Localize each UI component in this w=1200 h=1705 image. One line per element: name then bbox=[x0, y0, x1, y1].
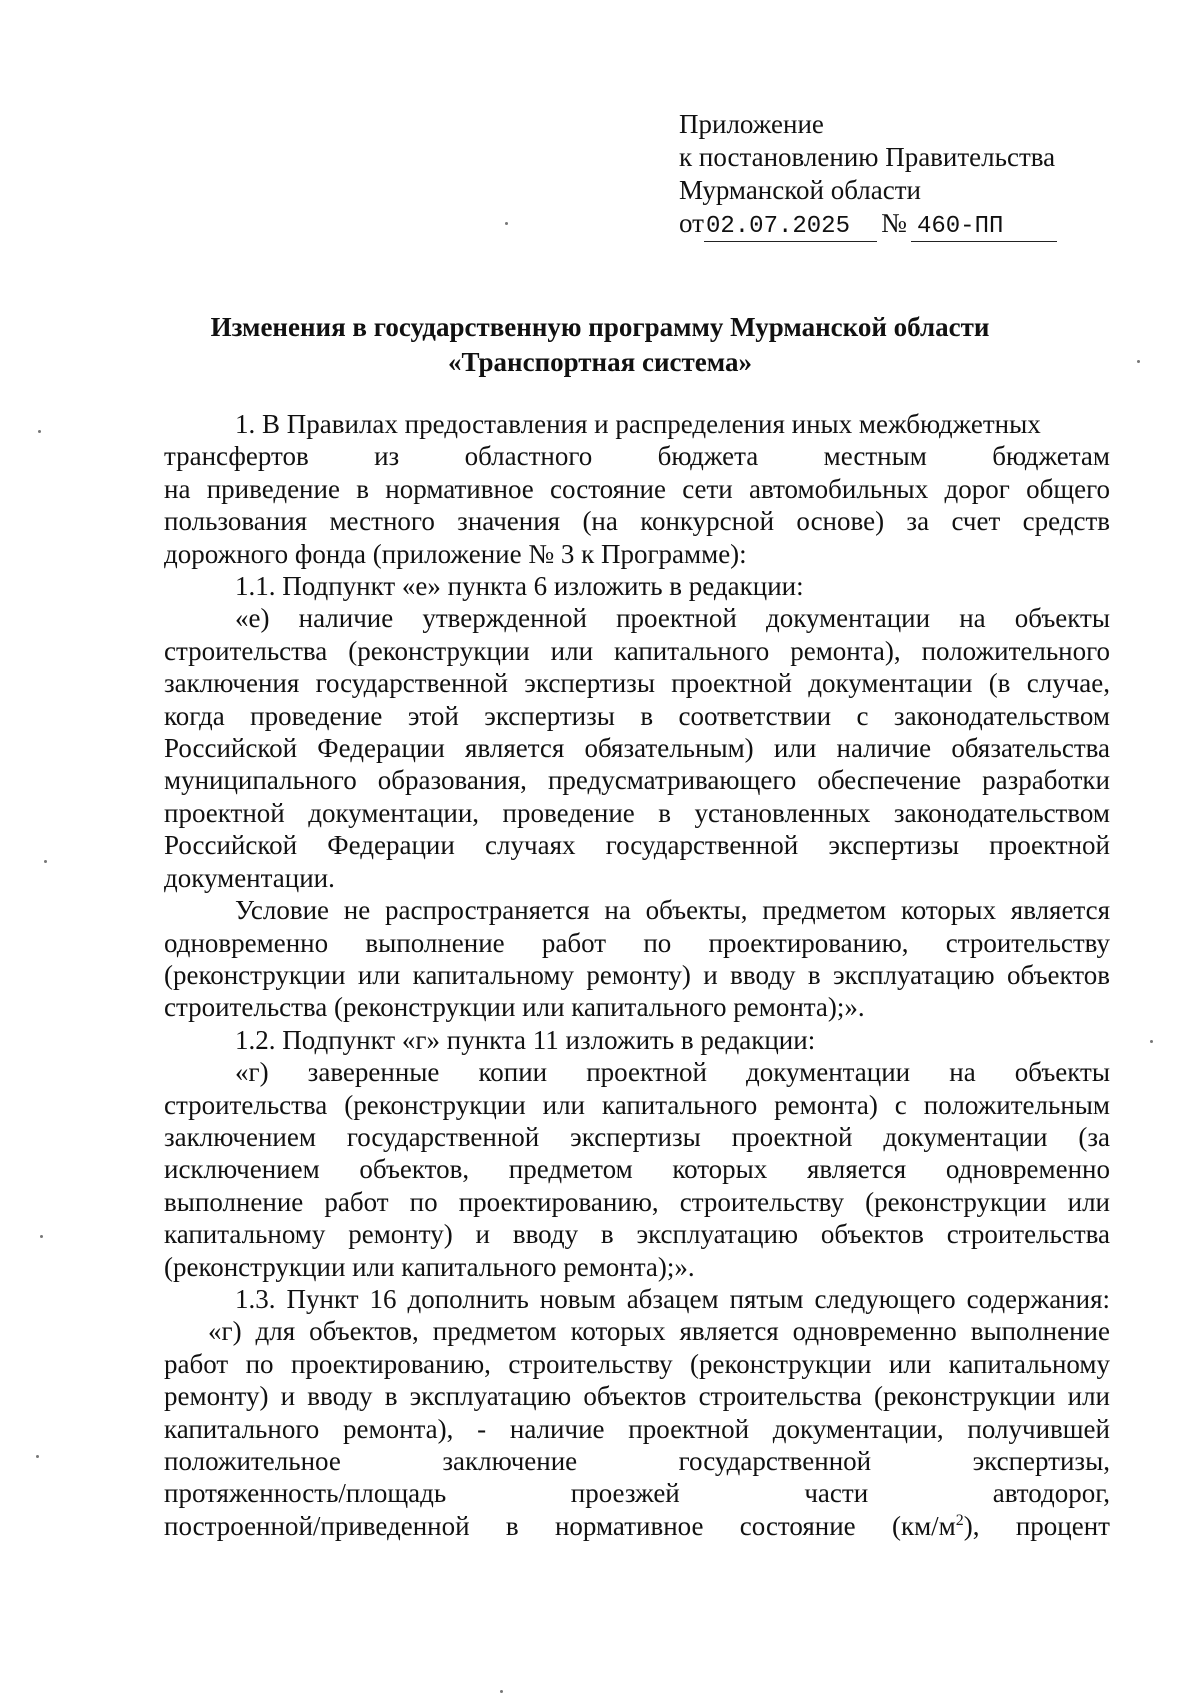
body-line-35-word: в bbox=[505, 1510, 519, 1541]
header-line-3: Мурманской области bbox=[679, 175, 921, 205]
scan-speck bbox=[505, 222, 508, 225]
body-line-23: заключением государственной экспертизы проектной документации (за bbox=[164, 1121, 1110, 1152]
body-line-9: заключения государственной экспертизы проектной документации (в случае, bbox=[164, 668, 1110, 699]
body-line-35-word: процент bbox=[1015, 1510, 1110, 1541]
scan-speck bbox=[38, 430, 41, 433]
registration-line bbox=[679, 207, 1099, 242]
body-line-32: капитального ремонта), - наличие проектной документации, получившей bbox=[164, 1413, 1110, 1444]
scan-speck bbox=[36, 1455, 39, 1458]
body-line-18: (реконструкции или капитальному ремонту) и вводу в эксплуатацию объектов bbox=[164, 959, 1110, 990]
body-line-29: «г) для объектов, предметом которых является одновременно выполнение bbox=[208, 1316, 1110, 1347]
body-line-11: Российской Федерации является обязательным) или наличие обязательства bbox=[164, 733, 1110, 764]
title-line-2: «Транспортная система» bbox=[448, 347, 752, 377]
body-line-12: муниципального образования, предусматривающего обеспечение разработки bbox=[164, 765, 1110, 796]
scan-speck bbox=[1150, 1040, 1153, 1043]
scan-speck bbox=[40, 1235, 43, 1238]
appendix-header bbox=[679, 108, 1099, 242]
body-line-17: одновременно выполнение работ по проектированию, строительству bbox=[164, 927, 1110, 958]
body-line-35-word: $(км/м^2)$, bbox=[891, 1510, 980, 1541]
body-line-33: положительное заключение государственной экспертизы, bbox=[164, 1446, 1110, 1476]
body-line-14: Российской Федерации случаях государственной экспертизы проектной bbox=[164, 830, 1110, 861]
body-line-30: работ по проектированию, строительству (реконструкции или капитальному bbox=[164, 1348, 1110, 1379]
date-prefix: от bbox=[679, 208, 704, 238]
body-line-28: 1.3. Пункт 16 дополнить новым абзацем пятым следующего содержания: bbox=[235, 1283, 1110, 1314]
scan-speck bbox=[44, 860, 47, 863]
body-line-35-word: состояние bbox=[739, 1510, 856, 1541]
body-line-1: 1. В Правилах предоставления и распределения иных межбюджетных bbox=[235, 409, 1041, 439]
body-line-5: дорожного фонда (приложение № 3 к Программе): bbox=[164, 538, 747, 569]
body-line-31: ремонту) и вводу в эксплуатацию объектов строительства (реконструкции или bbox=[164, 1381, 1110, 1412]
superscript-two: 2 bbox=[955, 1511, 964, 1529]
body-line-24: исключением объектов, предметом которых является одновременно bbox=[164, 1154, 1110, 1185]
body-line-26: капитальному ремонту) и вводу в эксплуатацию объектов строительства bbox=[164, 1219, 1110, 1250]
body-line-35-word: нормативное bbox=[554, 1510, 704, 1541]
body-line-7: «е) наличие утвержденной проектной документации на объекты bbox=[235, 603, 1110, 634]
body-line-34: протяженность/площадь проезжей части автодорог, bbox=[164, 1478, 1110, 1509]
body-line-4: пользования местного значения (на конкурсной основе) за счет средств bbox=[164, 506, 1110, 537]
scan-speck bbox=[500, 1690, 503, 1693]
number-label: № bbox=[881, 208, 907, 238]
title-line-1: Изменения в государственную программу Мурманской области bbox=[210, 312, 990, 342]
scan-speck bbox=[1137, 360, 1140, 363]
body-line-19: строительства (реконструкции или капитального ремонта);». bbox=[164, 992, 865, 1023]
document-title bbox=[150, 310, 1050, 380]
body-line-27: (реконструкции или капитального ремонта);». bbox=[164, 1251, 695, 1282]
body-line-22: строительства (реконструкции или капитального ремонта) с положительным bbox=[164, 1089, 1110, 1120]
body-line-21: «г) заверенные копии проектной документации на объекты bbox=[235, 1057, 1110, 1088]
body-line-3: на приведение в нормативное состояние сети автомобильных дорог общего bbox=[164, 473, 1110, 504]
body-line-35-word: построенной/приведенной bbox=[164, 1510, 470, 1541]
body-line-8: строительства (реконструкции или капитального ремонта), положительного bbox=[164, 635, 1110, 666]
document-body bbox=[164, 408, 1110, 1542]
resolution-date: 02.07.2025 bbox=[704, 213, 877, 242]
body-line-16: Условие не распространяется на объекты, предметом которых является bbox=[235, 895, 1110, 926]
body-line-13: проектной документации, проведение в установленных законодательством bbox=[164, 797, 1110, 828]
body-line-20: 1.2. Подпункт «г» пункта 11 изложить в редакции: bbox=[235, 1024, 816, 1055]
header-line-1: Приложение bbox=[679, 109, 824, 139]
body-line-6: 1.1. Подпункт «е» пункта 6 изложить в редакции: bbox=[235, 571, 804, 602]
resolution-number: 460-ПП bbox=[911, 213, 1057, 242]
body-line-25: выполнение работ по проектированию, строительству (реконструкции или bbox=[164, 1186, 1110, 1217]
body-line-35 bbox=[164, 1510, 1110, 1542]
body-line-10: когда проведение этой экспертизы в соответствии с законодательством bbox=[164, 700, 1110, 731]
header-line-2: к постановлению Правительства bbox=[679, 142, 1056, 172]
body-line-15: документации. bbox=[164, 862, 335, 893]
body-line-2: трансфертов из областного бюджета местным бюджетам bbox=[164, 441, 1110, 472]
